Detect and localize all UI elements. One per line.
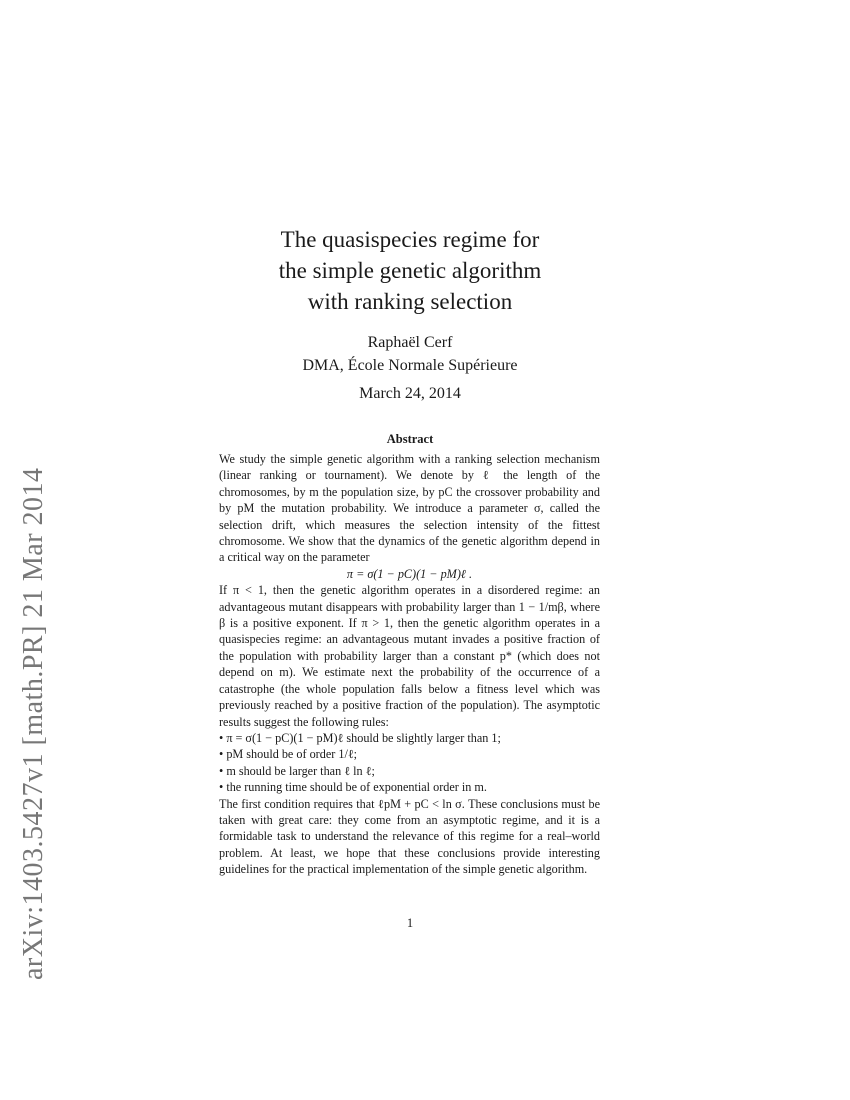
author-affiliation: DMA, École Normale Supérieure: [302, 357, 518, 374]
arxiv-identifier-stamp: arXiv:1403.5427v1 [math.PR] 21 Mar 2014: [18, 467, 49, 980]
rule-bullet: • π = σ(1 − pC)(1 − pM)ℓ should be slightly larger than 1;: [219, 730, 501, 745]
abstract-paragraph: The first condition requires that ℓpM + pC < ln σ. These conclusions must be taken with great care: they come from an asymptotic regime, and it is a formidable task to understand the relevance of this regime for a real–world problem. At least, we hope that these conclusions provide interesting guidelines for the practical implementation of the simple genetic algorithm.: [219, 796, 600, 877]
author-block: [0, 331, 820, 377]
page-number: 1: [406, 916, 414, 930]
paper-title: [0, 224, 820, 317]
rule-bullet: • the running time should be of exponential order in m.: [219, 780, 487, 795]
title-line: with ranking selection: [307, 289, 513, 314]
author-name: Raphaël Cerf: [367, 334, 453, 351]
rule-bullet: • m should be larger than ℓ ln ℓ;: [219, 763, 375, 778]
title-line: The quasispecies regime for: [280, 227, 540, 252]
abstract-heading: Abstract: [386, 432, 434, 446]
paper-date: March 24, 2014: [359, 385, 461, 402]
abstract-paragraph: We study the simple genetic algorithm with a ranking selection mechanism (linear ranking or tournament). We denote by ℓ the length of the chromosomes, by m the population size, by pC the crossover probability and by pM the mutation probability. We introduce a parameter σ, called the selection drift, which measures the selection intensity of the fittest chromosome. We show that the dynamics of the genetic algorithm depend in a critical way on the parameter: [219, 452, 600, 565]
rule-bullet: • pM should be of order 1/ℓ;: [219, 747, 358, 762]
title-line: the simple genetic algorithm: [278, 258, 542, 283]
abstract-body: [219, 451, 600, 878]
abstract-paragraph: If π < 1, then the genetic algorithm operates in a disordered regime: an advantageous mutant disappears with probability larger than 1 − 1/mβ, where β is a positive exponent. If π > 1, then the genetic algorithm operates in a quasispecies regime: an advantageous mutant invades a positive fraction of the population with probability larger than a constant p* (which does not depend on m). We estimate next the probability of the occurrence of a catastrophe (the whole population falls below a fitness level which was previously reached by a positive fraction of the population). The asymptotic results suggest the following rules:: [219, 583, 600, 729]
selection-equation: π = σ(1 − pC)(1 − pM)ℓ .: [346, 566, 473, 581]
